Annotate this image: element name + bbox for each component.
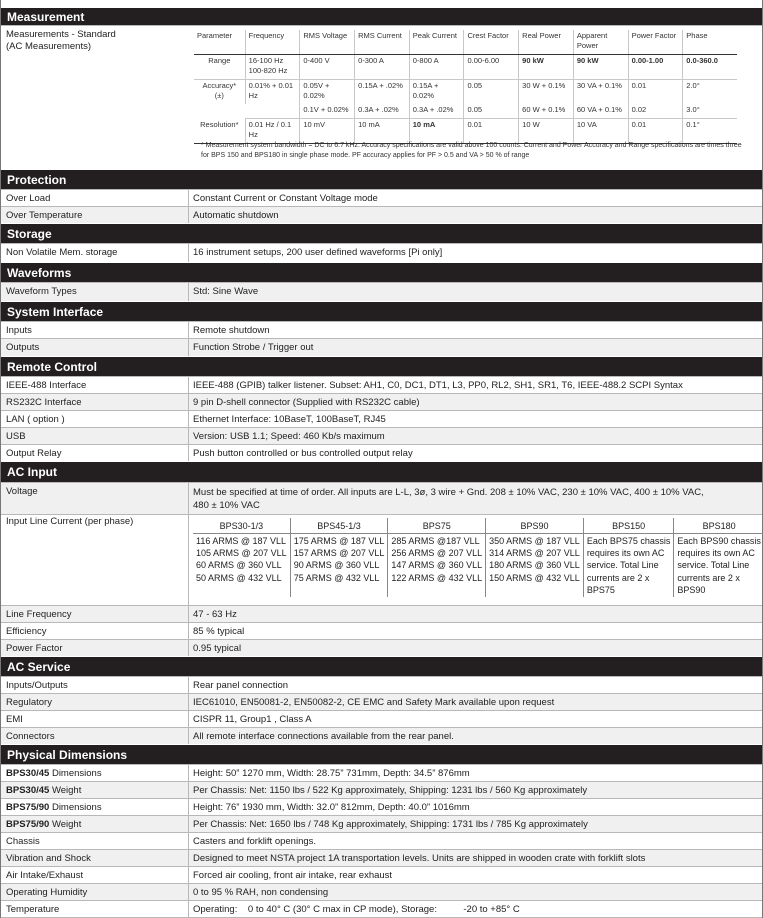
table-cell: 0.3A + .02% <box>355 104 410 119</box>
row-value: Version: USB 1.1; Speed: 460 Kb/s maximum <box>193 431 385 442</box>
table-row <box>1 427 762 444</box>
measurement-header-row <box>194 30 737 55</box>
row-value: Casters and forklift openings. <box>193 836 317 847</box>
table-row <box>1 206 762 223</box>
table-cell: Apparent Power <box>573 30 628 55</box>
input-line-current-table <box>193 518 763 597</box>
section-remote-control: Remote Control <box>1 356 762 376</box>
table-cell: 0.01 <box>628 119 683 144</box>
row-label: RS232C Interface <box>6 397 82 408</box>
table-row <box>1 883 762 900</box>
table-cell: 0-800 A <box>409 55 464 80</box>
table-row <box>1 410 762 427</box>
row-value: 0.95 typical <box>193 643 242 654</box>
table-cell: 10 VA <box>573 119 628 144</box>
row-value: Per Chassis: Net: 1150 lbs / 522 Kg approximately, Shipping: 1231 lbs / 560 Kg approximately <box>193 785 588 796</box>
row-label: LAN ( option ) <box>6 414 65 425</box>
row-label: BPS30/45 Weight <box>6 785 82 796</box>
table-row <box>1 849 762 866</box>
row-value: 0 to 95 % RAH, non condensing <box>193 887 329 898</box>
row-label: Regulatory <box>6 697 52 708</box>
table-cell: RMS Current <box>355 30 410 55</box>
row-label: Inputs <box>6 325 32 336</box>
section-ac-service: AC Service <box>1 656 762 676</box>
section-storage: Storage <box>1 223 762 243</box>
measurement-table <box>194 30 737 144</box>
row-value: CISPR 11, Group1 , Class A <box>193 714 312 725</box>
table-cell: 30 W + 0.1% <box>519 80 574 105</box>
section-protection: Protection <box>1 169 762 189</box>
row-value: Rear panel connection <box>193 680 289 691</box>
row-label: USB <box>6 431 26 442</box>
table-cell: Range <box>194 55 245 80</box>
row-label: Operating Humidity <box>6 887 88 898</box>
row-label: Over Load <box>6 193 51 204</box>
measurement-range-row <box>194 55 737 80</box>
table-cell: 0.15A + 0.02% <box>409 80 464 105</box>
table-cell: 0.02 <box>628 104 683 119</box>
row-label: BPS75/90 Weight <box>6 819 82 830</box>
table-cell: 0.01 Hz / 0.1 Hz <box>245 119 300 144</box>
table-cell: 10 mV <box>300 119 355 144</box>
table-cell: Resolution* <box>194 119 245 144</box>
table-cell: 10 mA <box>355 119 410 144</box>
table-cell: 285 ARMS @187 VLL 256 ARMS @ 207 VLL 147 ARMS @ 360 VLL 122 ARMS @ 432 VLL <box>388 534 486 598</box>
table-cell: 175 ARMS @ 187 VLL 157 ARMS @ 207 VLL 90 ARMS @ 360 VLL 75 ARMS @ 432 VLL <box>290 534 388 598</box>
table-cell: 2.0° <box>683 80 737 105</box>
row-label: Line Frequency <box>6 609 72 620</box>
table-cell: 10 mA <box>409 119 464 144</box>
measurement-label: Measurements - Standard (AC Measurements) <box>6 29 116 52</box>
table-row <box>1 900 762 918</box>
table-row <box>1 393 762 410</box>
table-cell: Crest Factor <box>464 30 519 55</box>
table-cell: Power Factor <box>628 30 683 55</box>
table-row <box>1 243 762 262</box>
row-label: Inputs/Outputs <box>6 680 68 691</box>
table-cell: 90 kW <box>519 55 574 80</box>
table-cell: 0.3A + .02% <box>409 104 464 119</box>
table-row <box>1 444 762 461</box>
table-header: BPS45-1/3 <box>290 518 388 534</box>
row-label: IEEE-488 Interface <box>6 380 87 391</box>
table-cell: 60 W + 0.1% <box>519 104 574 119</box>
row-value: 9 pin D-shell connector (Supplied with RS232C cable) <box>193 397 420 408</box>
table-cell: 30 VA + 0.1% <box>573 80 628 105</box>
measurement-accuracy-row-b <box>194 104 737 119</box>
table-cell: Phase <box>683 30 737 55</box>
row-label: Waveform Types <box>6 286 77 297</box>
table-cell: RMS Voltage <box>300 30 355 55</box>
row-value: 16 instrument setups, 200 user defined waveforms [Pi only] <box>193 247 443 258</box>
row-value: Push button controlled or bus controlled output relay <box>193 448 413 459</box>
table-cell: 16-100 Hz 100-820 Hz <box>245 55 300 80</box>
table-row <box>1 676 762 693</box>
row-label: Power Factor <box>6 643 63 654</box>
row-label: Efficiency <box>6 626 47 637</box>
row-value: Must be specified at time of order. All inputs are L-L, 3ø, 3 wire + Gnd. 208 ± 10% VAC, 230 ± 10% VAC, 400 ± 10% VAC, 480 ± 10% VAC <box>193 487 704 511</box>
table-cell: 0.05 <box>464 80 519 105</box>
table-cell: Parameter <box>194 30 245 55</box>
row-label: Vibration and Shock <box>6 853 91 864</box>
row-value: Forced air cooling, front air intake, rear exhaust <box>193 870 393 881</box>
section-system-interface: System Interface <box>1 301 762 321</box>
row-value: IEEE-488 (GPIB) talker listener. Subset: AH1, C0, DC1, DT1, L3, PP0, RL2, SH1, SR1, T6, IEEE-488.2 SCPI Syntax <box>193 380 683 391</box>
row-label: Connectors <box>6 731 55 742</box>
table-header: BPS75 <box>388 518 486 534</box>
table-cell: 116 ARMS @ 187 VLL 105 ARMS @ 207 VLL 60 ARMS @ 360 VLL 50 ARMS @ 432 VLL <box>196 536 287 583</box>
row-value: Automatic shutdown <box>193 210 279 221</box>
table-header: BPS150 <box>583 518 674 534</box>
table-cell <box>245 104 300 119</box>
table-cell: 0.1V + 0.02% <box>300 104 355 119</box>
row-value: Std: Sine Wave <box>193 286 259 297</box>
table-row <box>1 764 762 781</box>
table-row <box>1 189 762 206</box>
table-cell: 60 VA + 0.1% <box>573 104 628 119</box>
row-label: Temperature <box>6 904 60 915</box>
row-label: Outputs <box>6 342 40 353</box>
section-ac-input: AC Input <box>1 461 762 482</box>
table-row <box>1 798 762 815</box>
table-row <box>1 866 762 883</box>
row-label: BPS75/90 Dimensions <box>6 802 102 813</box>
table-header: BPS30-1/3 <box>193 518 290 534</box>
table-cell: 10 W <box>519 119 574 144</box>
row-label: Output Relay <box>6 448 62 459</box>
table-cell: 0.01 <box>628 80 683 105</box>
measurement-resolution-row <box>194 119 737 144</box>
table-cell: 0.00-6.00 <box>464 55 519 80</box>
table-cell: 0.05 <box>464 104 519 119</box>
table-cell: 0.01% + 0.01 Hz <box>245 80 300 105</box>
table-row <box>1 781 762 798</box>
row-value: Remote shutdown <box>193 325 270 336</box>
table-cell: 90 kW <box>573 55 628 80</box>
table-cell: 0.00-1.00 <box>628 55 683 80</box>
row-value: All remote interface connections available from the rear panel. <box>193 731 454 742</box>
table-row <box>1 815 762 832</box>
row-value: 47 - 63 Hz <box>193 609 237 620</box>
row-value: Per Chassis: Net: 1650 lbs / 748 Kg approximately, Shipping: 1731 lbs / 785 Kg approximately <box>193 819 588 830</box>
section-physical-dimensions: Physical Dimensions <box>1 744 762 764</box>
measurement-accuracy-row <box>194 80 737 105</box>
row-value: Height: 50” 1270 mm, Width: 28.75” 731mm, Depth: 34.5” 876mm <box>193 768 470 779</box>
table-row <box>1 321 762 338</box>
table-header: BPS180 <box>674 518 763 534</box>
table-row <box>1 514 762 605</box>
table-cell: 0.15A + .02% <box>355 80 410 105</box>
table-cell: 0.1° <box>683 119 737 144</box>
row-value: Constant Current or Constant Voltage mode <box>193 193 378 204</box>
table-row <box>1 710 762 727</box>
row-value: 85 % typical <box>193 626 245 637</box>
table-row <box>1 622 762 639</box>
table-cell: Peak Current <box>409 30 464 55</box>
table-cell: 0.01 <box>464 119 519 144</box>
table-cell: 0.0-360.0 <box>683 55 737 80</box>
table-row <box>1 605 762 622</box>
table-row <box>1 693 762 710</box>
table-cell: 3.0° <box>683 104 737 119</box>
table-row <box>1 282 762 301</box>
row-label: Air Intake/Exhaust <box>6 870 84 881</box>
row-label: Chassis <box>6 836 40 847</box>
table-header: BPS90 <box>486 518 584 534</box>
row-value: Function Strobe / Trigger out <box>193 342 314 353</box>
section-measurement: Measurement <box>1 7 762 25</box>
table-cell: 0-400 V <box>300 55 355 80</box>
row-label: Over Temperature <box>6 210 83 221</box>
row-value: Height: 76” 1930 mm, Width: 32.0” 812mm, Depth: 40.0” 1016mm <box>193 802 470 813</box>
table-cell: 0.05V + 0.02% <box>300 80 355 105</box>
table-cell: Frequency <box>245 30 300 55</box>
table-row <box>1 727 762 744</box>
table-cell: Accuracy* (±) <box>202 81 237 100</box>
table-cell: Real Power <box>519 30 574 55</box>
row-label: EMI <box>6 714 23 725</box>
table-row <box>1 482 762 514</box>
table-row <box>1 832 762 849</box>
row-value: Designed to meet NSTA project 1A transportation levels. Units are shipped in wooden crate with forklift slots <box>193 853 646 864</box>
table-cell: Each BPS90 chassis requires its own AC service. Total Line currents are 2 x BPS90 <box>674 534 763 598</box>
row-value: Operating: 0 to 40° C (30° C max in CP mode), Storage: -20 to +85° C <box>193 904 520 915</box>
table-cell: Each BPS75 chassis requires its own AC service. Total Line currents are 2 x BPS75 <box>583 534 674 598</box>
measurement-footnote: * Measurement system bandwidth = DC to 6.7 kHz. Accuracy specifications are valid above 100 counts. Current and Power Accuracy and Range specifications are times three for BPS 150 and BPS180 in single phase mode. PF accuracy applies for PF > 0.5 and VA > 50 % of range <box>201 142 742 159</box>
row-label: Voltage <box>6 486 38 497</box>
row-label: Non Volatile Mem. storage <box>6 247 118 258</box>
row-label: Input Line Current (per phase) <box>6 516 134 527</box>
table-cell: 350 ARMS @ 187 VLL 314 ARMS @ 207 VLL 180 ARMS @ 360 VLL 150 ARMS @ 432 VLL <box>486 534 584 598</box>
table-cell: 0-300 A <box>355 55 410 80</box>
table-row <box>1 639 762 656</box>
table-row <box>1 376 762 393</box>
table-row <box>1 338 762 356</box>
row-value: IEC61010, EN50081-2, EN50082-2, CE EMC and Safety Mark available upon request <box>193 697 555 708</box>
row-value: Ethernet Interface: 10BaseT, 100BaseT, RJ45 <box>193 414 386 425</box>
measurement-block <box>1 25 762 168</box>
row-label: BPS30/45 Dimensions <box>6 768 102 779</box>
section-waveforms: Waveforms <box>1 262 762 282</box>
